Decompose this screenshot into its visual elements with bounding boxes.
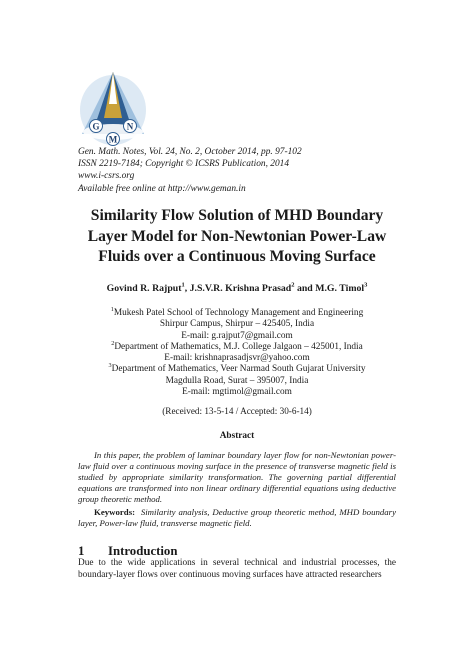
section-heading [78, 544, 177, 559]
paper-title [40, 206, 434, 268]
journal-info [78, 146, 302, 195]
affiliation-line: Shirpur Campus, Shirpur – 425405, India [159, 319, 315, 330]
author-affiliation-mark: 3 [364, 281, 368, 289]
received-dates: (Received: 13-5-14 / Accepted: 30-6-14) [162, 406, 312, 416]
keywords-label: Keywords: [94, 507, 136, 517]
keywords [78, 507, 396, 529]
title-line: Fluids over a Continuous Moving Surface [98, 248, 376, 265]
affiliation-mark: 3 [108, 362, 112, 370]
section-number: 1 [78, 544, 85, 558]
author-separator: , [184, 283, 190, 294]
author-name: J.S.V.R. Krishna Prasad [189, 283, 292, 294]
affiliation-line: $^2$Department of Mathematics, M.J. College Jalgaon – 425001, India [111, 339, 363, 352]
affiliation-email: E-mail: mgtimol@gmail.com [182, 387, 292, 398]
logo-letter-n: N [126, 121, 134, 132]
section-title: Introduction [108, 544, 178, 558]
journal-citation: Gen. Math. Notes, Vol. 24, No. 2, October 2014, pp. 97-102 [78, 147, 302, 157]
title-line: Similarity Flow Solution of MHD Boundary [90, 207, 384, 224]
gmn-journal-logo-icon [78, 70, 148, 146]
affiliation-email: E-mail: krishnaprasadjsvr@yahoo.com [164, 353, 310, 364]
title-line: Layer Model for Non-Newtonian Power-Law [87, 227, 387, 245]
journal-logo [78, 70, 148, 146]
abstract-text: In this paper, the problem of laminar boundary layer flow for non-Newtonian power-law fluid over a continuous moving surface in the presence of transverse magnetic field is studied by appropriate similarity transformation. The governing partial differential equations are transformed into non linear ordinary differential equations using deductive group theoretic method. [78, 450, 396, 504]
section-body-text: Due to the wide applications in several technical and industrial processes, the boundary-layer flows over continuous moving surfaces have attracted researchers [78, 558, 396, 580]
affiliation-email: E-mail: g.rajput7@gmail.com [181, 330, 293, 341]
affiliation-line: $^3$Department of Mathematics, Veer Narmad South Gujarat University [108, 362, 366, 375]
abstract-heading: Abstract [219, 431, 255, 441]
logo-letter-g: G [92, 121, 100, 132]
affiliation-mark: 2 [111, 339, 115, 347]
journal-availability[interactable]: Available free online at http://www.geman.in [78, 183, 246, 194]
affiliation-line: $^1$Mukesh Patel School of Technology Management and Engineering [110, 305, 364, 318]
author-name: M.G. Timol [315, 283, 365, 294]
author-affiliation-mark: 2 [291, 281, 295, 289]
author-list [40, 283, 434, 294]
author-affiliation-mark: 1 [181, 281, 185, 289]
author-name: Govind R. Rajput [106, 283, 182, 294]
journal-issn: ISSN 2219-7184; Copyright © ICSRS Publication, 2014 [78, 159, 290, 170]
affiliations [40, 305, 434, 398]
affiliation-line: Magdulla Road, Surat – 395007, India [165, 375, 309, 386]
journal-website[interactable]: www.i-csrs.org [78, 171, 135, 182]
affiliation-mark: 1 [110, 305, 114, 313]
logo-letter-m: M [108, 134, 118, 145]
author-separator: and [294, 283, 316, 294]
keywords-text: Similarity analysis, Deductive group theoretic method, MHD boundary layer, Power-law fluid, transverse magnetic field. [78, 507, 396, 528]
